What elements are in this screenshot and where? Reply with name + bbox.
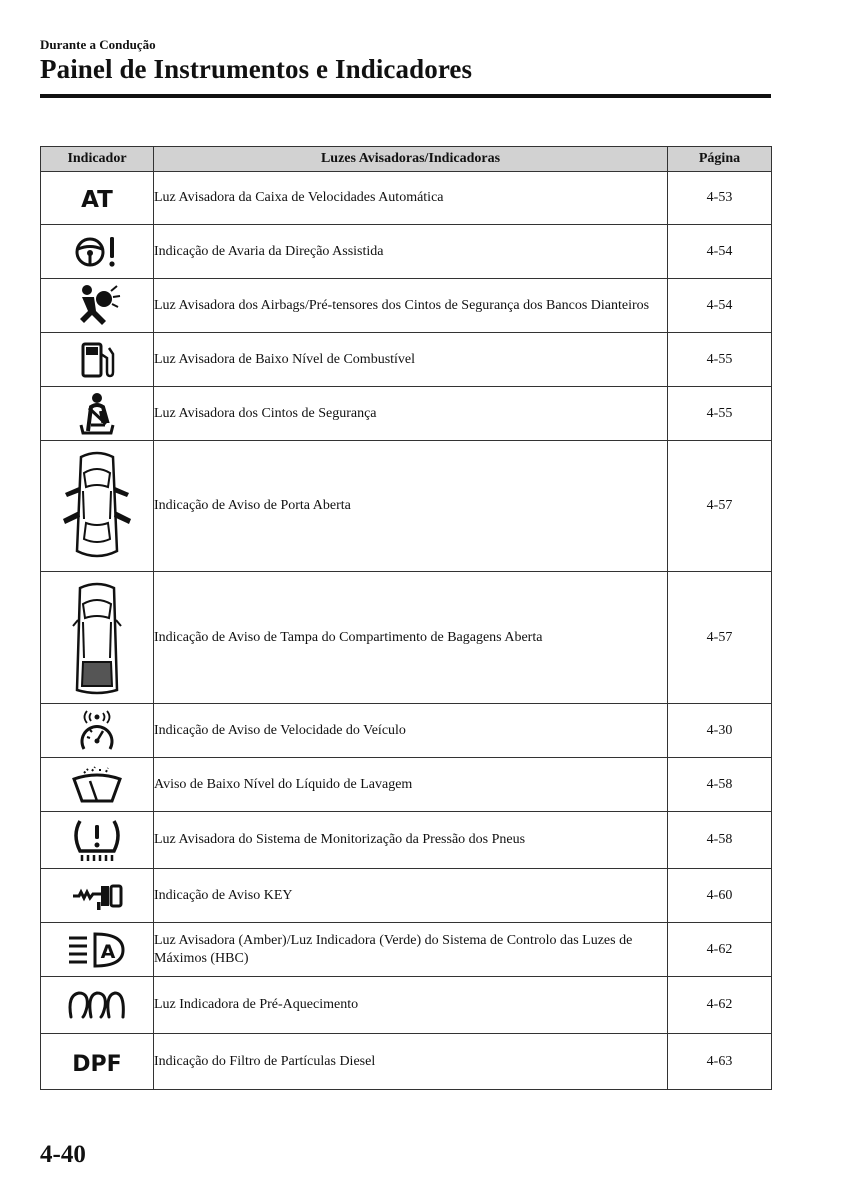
row-description: Luz Indicadora de Pré-Aquecimento: [154, 977, 668, 1034]
seat-belt-icon: [41, 387, 154, 441]
washer-fluid-icon: [41, 758, 154, 812]
row-page: 4-54: [668, 225, 772, 279]
table-header-row: [41, 147, 772, 172]
table-row: [41, 279, 772, 333]
table-row: [41, 869, 772, 923]
column-header-page: Página: [668, 147, 772, 172]
page-number: 4-40: [40, 1141, 86, 1168]
row-description: Luz Avisadora da Caixa de Velocidades Automática: [154, 172, 668, 225]
row-page: 4-57: [668, 572, 772, 704]
row-page: 4-62: [668, 977, 772, 1034]
column-header-indicator: Indicador: [41, 147, 154, 172]
svg-text:A: A: [100, 940, 116, 963]
indicator-table: [40, 146, 772, 1090]
door-open-icon: [41, 441, 154, 572]
table-row: [41, 225, 772, 279]
at-text-icon: [41, 172, 154, 225]
row-page: 4-54: [668, 279, 772, 333]
key-warning-icon: [41, 869, 154, 923]
row-page: 4-63: [668, 1034, 772, 1090]
row-description: Aviso de Baixo Nível do Líquido de Lavagem: [154, 758, 668, 812]
table-row: [41, 1034, 772, 1090]
row-page: 4-53: [668, 172, 772, 225]
row-page: 4-62: [668, 923, 772, 977]
row-page: 4-55: [668, 387, 772, 441]
at-icon-text: AT: [81, 187, 113, 213]
column-header-description: Luzes Avisadoras/Indicadoras: [154, 147, 668, 172]
row-description: Luz Avisadora de Baixo Nível de Combustível: [154, 333, 668, 387]
airbag-icon: [41, 279, 154, 333]
row-page: 4-30: [668, 704, 772, 758]
fuel-pump-icon: [41, 333, 154, 387]
row-description: Indicação de Aviso de Porta Aberta: [154, 441, 668, 572]
row-page: 4-57: [668, 441, 772, 572]
row-description: Indicação do Filtro de Partículas Diesel: [154, 1034, 668, 1090]
page-title: Painel de Instrumentos e Indicadores: [40, 54, 473, 84]
table-row: [41, 572, 772, 704]
glow-plug-icon: [41, 977, 154, 1034]
section-label: Durante a Condução: [40, 37, 156, 52]
power-steering-warning-icon: [41, 225, 154, 279]
table-row: [41, 812, 772, 869]
row-page: 4-60: [668, 869, 772, 923]
row-description: Indicação de Aviso KEY: [154, 869, 668, 923]
table-row: [41, 704, 772, 758]
table-row: [41, 333, 772, 387]
dpf-icon-text: DPF: [72, 1051, 122, 1077]
table-row: [41, 172, 772, 225]
row-description: Luz Avisadora (Amber)/Luz Indicadora (Verde) do Sistema de Controlo das Luzes de Máximos (HBC): [154, 923, 668, 977]
row-description: Indicação de Avaria da Direção Assistida: [154, 225, 668, 279]
table-row: [41, 387, 772, 441]
row-page: 4-58: [668, 812, 772, 869]
row-description: Luz Avisadora dos Airbags/Pré-tensores dos Cintos de Segurança dos Bancos Dianteiros: [154, 279, 668, 333]
row-description: Luz Avisadora do Sistema de Monitorização da Pressão dos Pneus: [154, 812, 668, 869]
table-row: [41, 758, 772, 812]
row-page: 4-55: [668, 333, 772, 387]
speed-warning-icon: [41, 704, 154, 758]
title-rule: [40, 94, 771, 98]
row-description: Indicação de Aviso de Tampa do Compartimento de Bagagens Aberta: [154, 572, 668, 704]
high-beam-control-icon: [41, 923, 154, 977]
table-row: [41, 923, 772, 977]
dpf-text-icon: [41, 1034, 154, 1090]
row-description: Indicação de Aviso de Velocidade do Veículo: [154, 704, 668, 758]
row-description: Luz Avisadora dos Cintos de Segurança: [154, 387, 668, 441]
table-row: [41, 441, 772, 572]
table-row: [41, 977, 772, 1034]
tire-pressure-icon: [41, 812, 154, 869]
row-page: 4-58: [668, 758, 772, 812]
trunk-open-icon: [41, 572, 154, 704]
